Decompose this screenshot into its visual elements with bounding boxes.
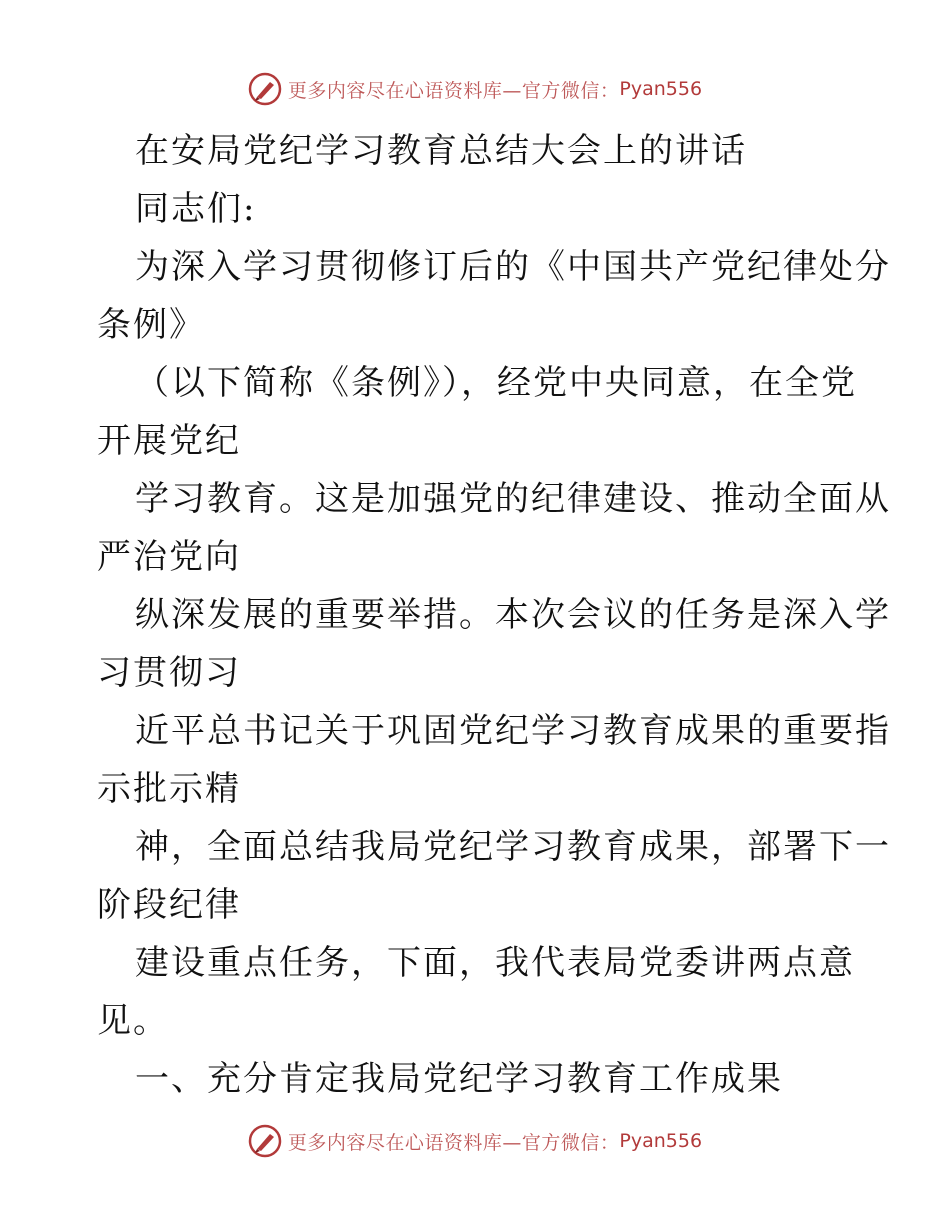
footer-watermark	[0, 1124, 950, 1158]
paragraph-line: （以下简称《条例》），经党中央同意，在全党	[135, 363, 857, 403]
paragraph-line: 为深入学习贯彻修订后的《中国共产党纪律处分	[135, 247, 891, 287]
watermark-wechat-id: Pyan556	[619, 1130, 703, 1152]
paragraph-line: 条例》	[97, 305, 205, 345]
section-heading: 一、充分肯定我局党纪学习教育工作成果	[135, 1059, 783, 1099]
pen-logo-icon	[248, 72, 282, 106]
watermark-text: 更多内容尽在心语资料库—官方微信：	[287, 1131, 620, 1154]
pen-logo-icon	[248, 1124, 282, 1158]
paragraph-line: 开展党纪	[97, 421, 241, 461]
paragraph-line: 纵深发展的重要举措。本次会议的任务是深入学	[135, 595, 891, 635]
paragraph-line: 建设重点任务，下面，我代表局党委讲两点意	[135, 943, 855, 983]
paragraph-line: 见。	[97, 1001, 169, 1041]
salutation: 同志们:	[135, 189, 257, 229]
paragraph-line: 示批示精	[97, 769, 241, 809]
paragraph-line: 严治党向	[97, 537, 241, 577]
document-title: 在安局党纪学习教育总结大会上的讲话	[135, 131, 747, 171]
document-body	[97, 122, 891, 1108]
paragraph-line: 学习教育。这是加强党的纪律建设、推动全面从	[135, 479, 891, 519]
paragraph-line: 习贯彻习	[97, 653, 241, 693]
paragraph-line: 阶段纪律	[97, 885, 241, 925]
watermark-wechat-id: Pyan556	[619, 78, 703, 100]
paragraph-line: 近平总书记关于巩固党纪学习教育成果的重要指	[135, 711, 891, 751]
watermark-text: 更多内容尽在心语资料库—官方微信：	[287, 79, 620, 102]
paragraph-line: 神，全面总结我局党纪学习教育成果，部署下一	[135, 827, 891, 867]
header-watermark	[0, 72, 950, 106]
